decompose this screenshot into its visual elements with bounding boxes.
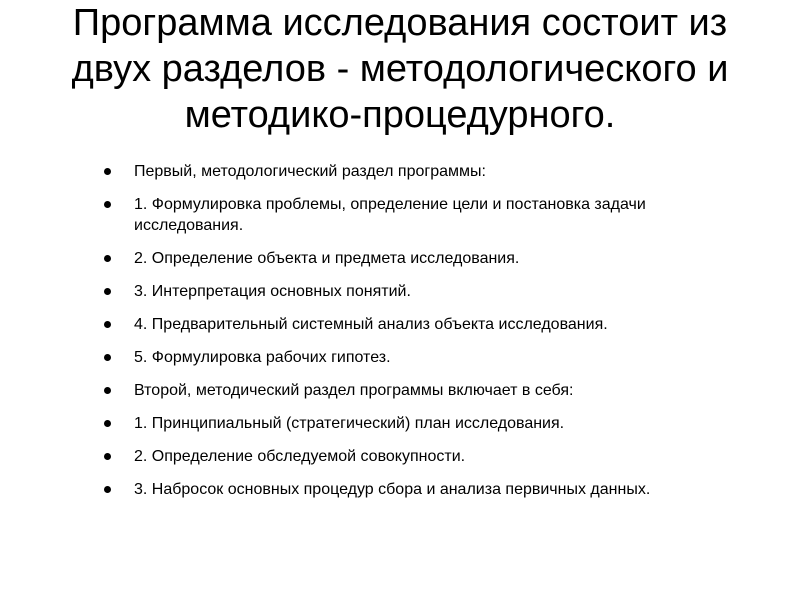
bullet-text: 3. Интерпретация основных понятий. — [134, 283, 411, 300]
bullet-item — [96, 479, 696, 500]
bullet-text: 2. Определение обследуемой совокупности. — [134, 448, 466, 465]
bullet-item — [96, 194, 696, 236]
bullet-icon — [104, 354, 111, 361]
bullet-item — [96, 446, 696, 467]
bullet-item — [96, 380, 696, 401]
bullet-icon — [104, 420, 111, 427]
bullet-icon — [104, 168, 111, 175]
bullet-text: 2. Определение объекта и предмета исследования. — [134, 250, 520, 267]
bullet-icon — [104, 201, 111, 208]
bullet-text: 3. Набросок основных процедур сбора и анализа первичных данных. — [134, 481, 651, 498]
bullet-text: 4. Предварительный системный анализ объекта исследования. — [134, 316, 608, 333]
bullet-text: Второй, методический раздел программы включает в себя: — [134, 382, 574, 399]
bullet-icon — [104, 486, 111, 493]
bullet-text: 1. Формулировка проблемы, определение цели и постановка задачи исследования. — [134, 196, 646, 234]
bullet-text: Первый, методологический раздел программы: — [134, 163, 486, 180]
bullet-text: 1. Принципиальный (стратегический) план исследования. — [134, 415, 565, 432]
bullet-item — [96, 347, 696, 368]
bullet-icon — [104, 321, 111, 328]
slide-title: Программа исследования состоит из двух разделов - методологического и методико-процедурного. — [71, 2, 729, 136]
bullet-item — [96, 161, 696, 182]
bullet-item — [96, 248, 696, 269]
bullet-icon — [104, 288, 111, 295]
bullet-icon — [104, 453, 111, 460]
bullet-icon — [104, 255, 111, 262]
bullet-item — [96, 314, 696, 335]
bullet-item — [96, 413, 696, 434]
bullet-text: 5. Формулировка рабочих гипотез. — [134, 349, 391, 366]
bullet-item — [96, 281, 696, 302]
bullet-icon — [104, 387, 111, 394]
bullet-list — [96, 161, 696, 512]
